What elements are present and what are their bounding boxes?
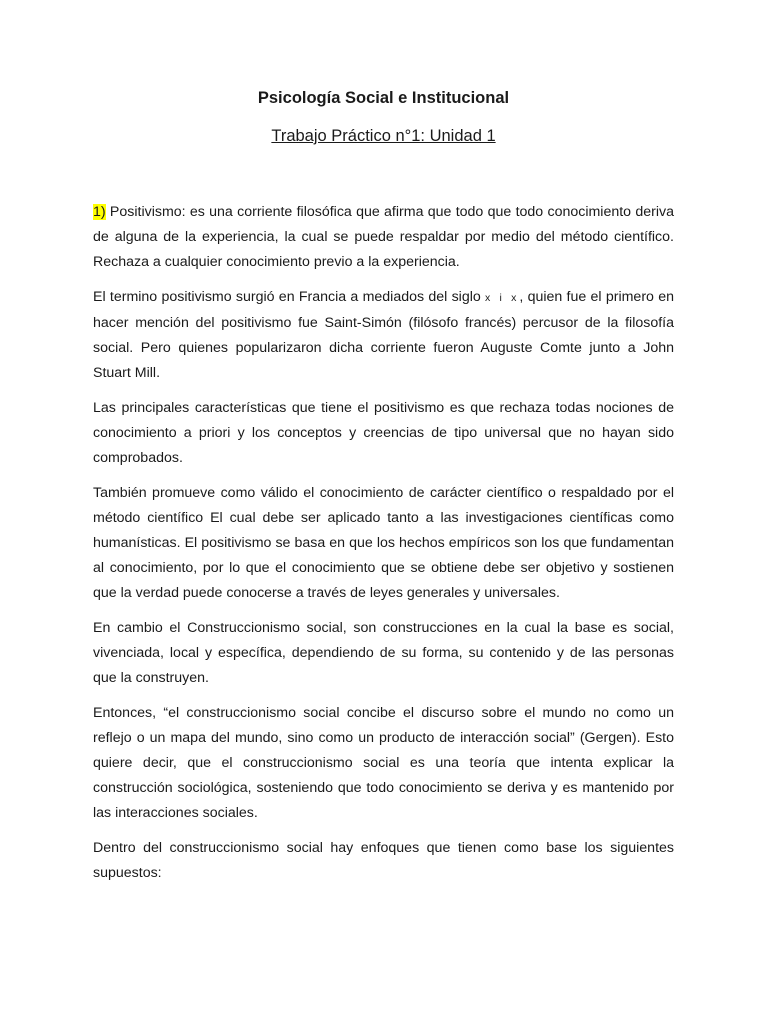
paragraph-supuestos: Dentro del construccionismo social hay enfoques que tienen como base los siguientes supuestos: bbox=[93, 840, 674, 881]
paragraph-origen bbox=[93, 285, 674, 386]
paragraph-1-text: Positivismo: es una corriente filosófica que afirma que todo que todo conocimiento deriva de alguna de la experiencia, la cual se puede respaldar por medio del método científico. Rechaza a cualquier conocimiento previo a la experiencia. bbox=[93, 204, 674, 270]
paragraph-positivismo bbox=[93, 200, 674, 275]
paragraph-caracteristicas: Las principales características que tiene el positivismo es que rechaza todas nociones de conocimiento a priori y los conceptos y creencias de tipo universal que no hayan sido comprobados. bbox=[93, 400, 674, 466]
century-numeral: x i x bbox=[485, 292, 520, 304]
paragraph-construccionismo: En cambio el Construccionismo social, son construcciones en la cual la base es social, vivenciada, local y específica, dependiendo de su forma, su contenido y de las personas que la construyen. bbox=[93, 620, 674, 686]
paragraph-metodo-cientifico: También promueve como válido el conocimiento de carácter científico o respaldado por el método científico El cual debe ser aplicado tanto a las investigaciones científicas como humanísticas. El positivismo se basa en que los hechos empíricos son los que fundamentan al conocimiento, por lo que el conocimiento que se obtiene debe ser objetivo y sostienen que la verdad puede conocerse a través de leyes generales y universales. bbox=[93, 485, 674, 601]
item-number-highlight: 1) bbox=[93, 204, 106, 220]
paragraph-gergen-quote: Entonces, “el construccionismo social concibe el discurso sobre el mundo no como un reflejo o un mapa del mundo, sino como un producto de interacción social” (Gergen). Esto quiere decir, que el construccionismo social es una teoría que intenta explicar la construcción sociológica, sosteniendo que todo conocimiento se deriva y es mantenido por las interacciones sociales. bbox=[93, 705, 674, 821]
paragraph-2-text-end: , quien fue el primero en hacer mención del positivismo fue Saint-Simón (filósofo francés) percusor de la filosofía social. Pero quienes popularizaron dicha corriente fueron Auguste Comte junto a John Stuart Mill. bbox=[93, 289, 674, 381]
paragraph-2-text-start: El termino positivismo surgió en Francia a mediados del siglo bbox=[93, 289, 486, 305]
document-title: Psicología Social e Institucional bbox=[257, 89, 510, 107]
document-body bbox=[93, 200, 674, 886]
document-page bbox=[93, 88, 674, 896]
document-subtitle: Trabajo Práctico n°1: Unidad 1 bbox=[271, 127, 496, 145]
